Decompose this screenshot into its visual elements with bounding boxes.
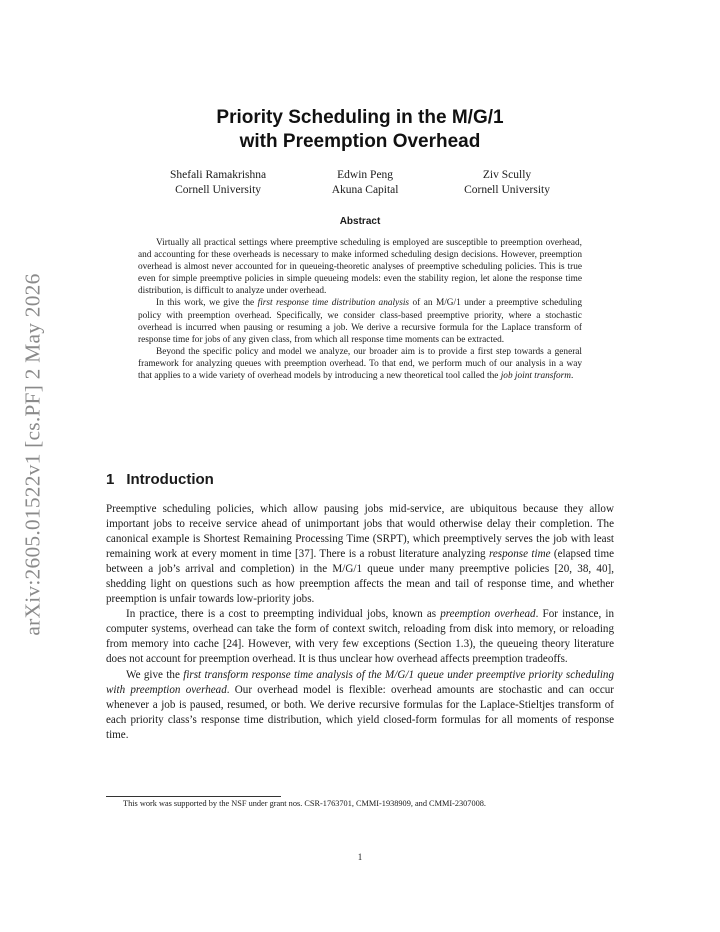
body-text: Preemptive scheduling policies, which allow pausing jobs mid-service, are ubiquitous because they allow important jobs to receive service ahead of unimportant jobs that would otherwise delay their completion. The canonical example is Shortest Remaining Processing Time (SRPT), which preemptively serves the job with least remaining work at every moment in time [37]. There is a robust literature analyzing <box>106 503 614 561</box>
paper-title <box>0 106 720 154</box>
footnote: This work was supported by the NSF under grant nos. CSR-1763701, CMMI-1938909, and CMMI-2307008. <box>123 799 486 808</box>
body-paragraph <box>106 502 614 607</box>
abstract-text: . <box>570 371 574 382</box>
abstract-emphasis: job joint transform <box>500 371 571 382</box>
abstract-text: In this work, we give the <box>156 298 258 309</box>
body-emphasis: preemption overhead <box>440 608 536 621</box>
section-heading <box>106 471 214 488</box>
author-name: Shefali Ramakrishna <box>170 169 267 181</box>
author-name: Edwin Peng <box>337 169 394 181</box>
abstract-emphasis: first response time distribution analysis <box>257 298 410 309</box>
introduction-body <box>106 502 614 743</box>
author-2 <box>332 168 399 198</box>
body-text: (elapsed time between a job’s arrival and completion) in the M/G/1 queue under many preemptive policies [20, 38, 40], shedding light on questions such as how preemption affects the mean and tail of response time, and whether preemption is unfair towards low-priority jobs. <box>106 548 615 606</box>
abstract-text: Virtually all practical settings where preemptive scheduling is employed are susceptible to preemption overhead, and accounting for these overheads is necessary to make informed scheduling design decisions. However, preemption overhead is almost never accounted for in queueing-theoretic analyses of preemptive scheduling policies. This is true even for simple preemptive policies in simple queueing models: even the stability region, let alone the response time distribution, is difficult to analyze under overhead. <box>138 238 582 297</box>
author-name: Ziv Scully <box>482 169 532 181</box>
title-line-2: with Preemption Overhead <box>239 131 481 152</box>
arxiv-identifier: arXiv:2605.01522v1 [cs.PF] 2 May 2026 <box>20 272 45 636</box>
author-affiliation: Cornell University <box>175 184 262 196</box>
body-paragraph <box>106 668 614 743</box>
abstract-paragraph <box>138 237 582 297</box>
body-text: We give the <box>126 668 184 681</box>
body-text: . Our overhead model is flexible: overhead amounts are stochastic and can occur whenever a job is paused, resumed, or both. We derive recursive formulas for the Laplace-Stieltjes transform of each priority class’s response time distribution, which yield closed-form formulas for all moments of response time. <box>106 683 614 741</box>
page-number: 1 <box>357 852 363 862</box>
abstract-text: of an M/G/1 under a preemptive scheduling policy with preemption overhead. Specifically, we consider class-based preemptive priority, where a stochastic overhead is incurred when pausing or resuming a job. We derive a recursive formula for the Laplace transform of response time for jobs of any given class, from which all response time moments can be extracted. <box>138 298 582 345</box>
abstract-body <box>138 237 582 382</box>
author-3 <box>464 168 550 198</box>
abstract-paragraph <box>138 297 582 345</box>
author-affiliation: Cornell University <box>464 184 550 196</box>
body-text: . For instance, in computer systems, overhead can take the form of context switch, reloading from disk into memory, or reloading from memory into cache [24]. However, with very few exceptions (Section 1.3), the queueing theory literature does not account for preemption overhead. It is thus unclear how overhead affects preemption tradeoffs. <box>106 608 615 666</box>
section-title: Introduction <box>126 471 214 488</box>
body-emphasis: first transform response time analysis of the M/G/1 queue under preemptive priority scheduling with preemption overhead <box>106 668 614 696</box>
author-1 <box>170 168 266 198</box>
section-number: 1 <box>106 471 115 488</box>
abstract-paragraph <box>138 346 582 382</box>
body-text: In practice, there is a cost to preempting individual jobs, known as <box>126 608 441 621</box>
body-paragraph <box>106 607 614 667</box>
author-block <box>170 168 550 198</box>
arxiv-stamp <box>16 264 50 644</box>
abstract-text: Beyond the specific policy and model we analyze, our broader aim is to provide a first step towards a general framework for analyzing queues with preemption overhead. To that end, we perform much of our analysis in a way that applies to a wide variety of overhead models by introducing a new theoretical tool called the <box>138 346 582 382</box>
title-line-1: Priority Scheduling in the M/G/1 <box>216 107 504 128</box>
footnote-divider <box>106 796 281 797</box>
abstract-heading: Abstract <box>339 216 381 227</box>
author-affiliation: Akuna Capital <box>331 184 399 196</box>
body-emphasis: response time <box>488 548 551 561</box>
